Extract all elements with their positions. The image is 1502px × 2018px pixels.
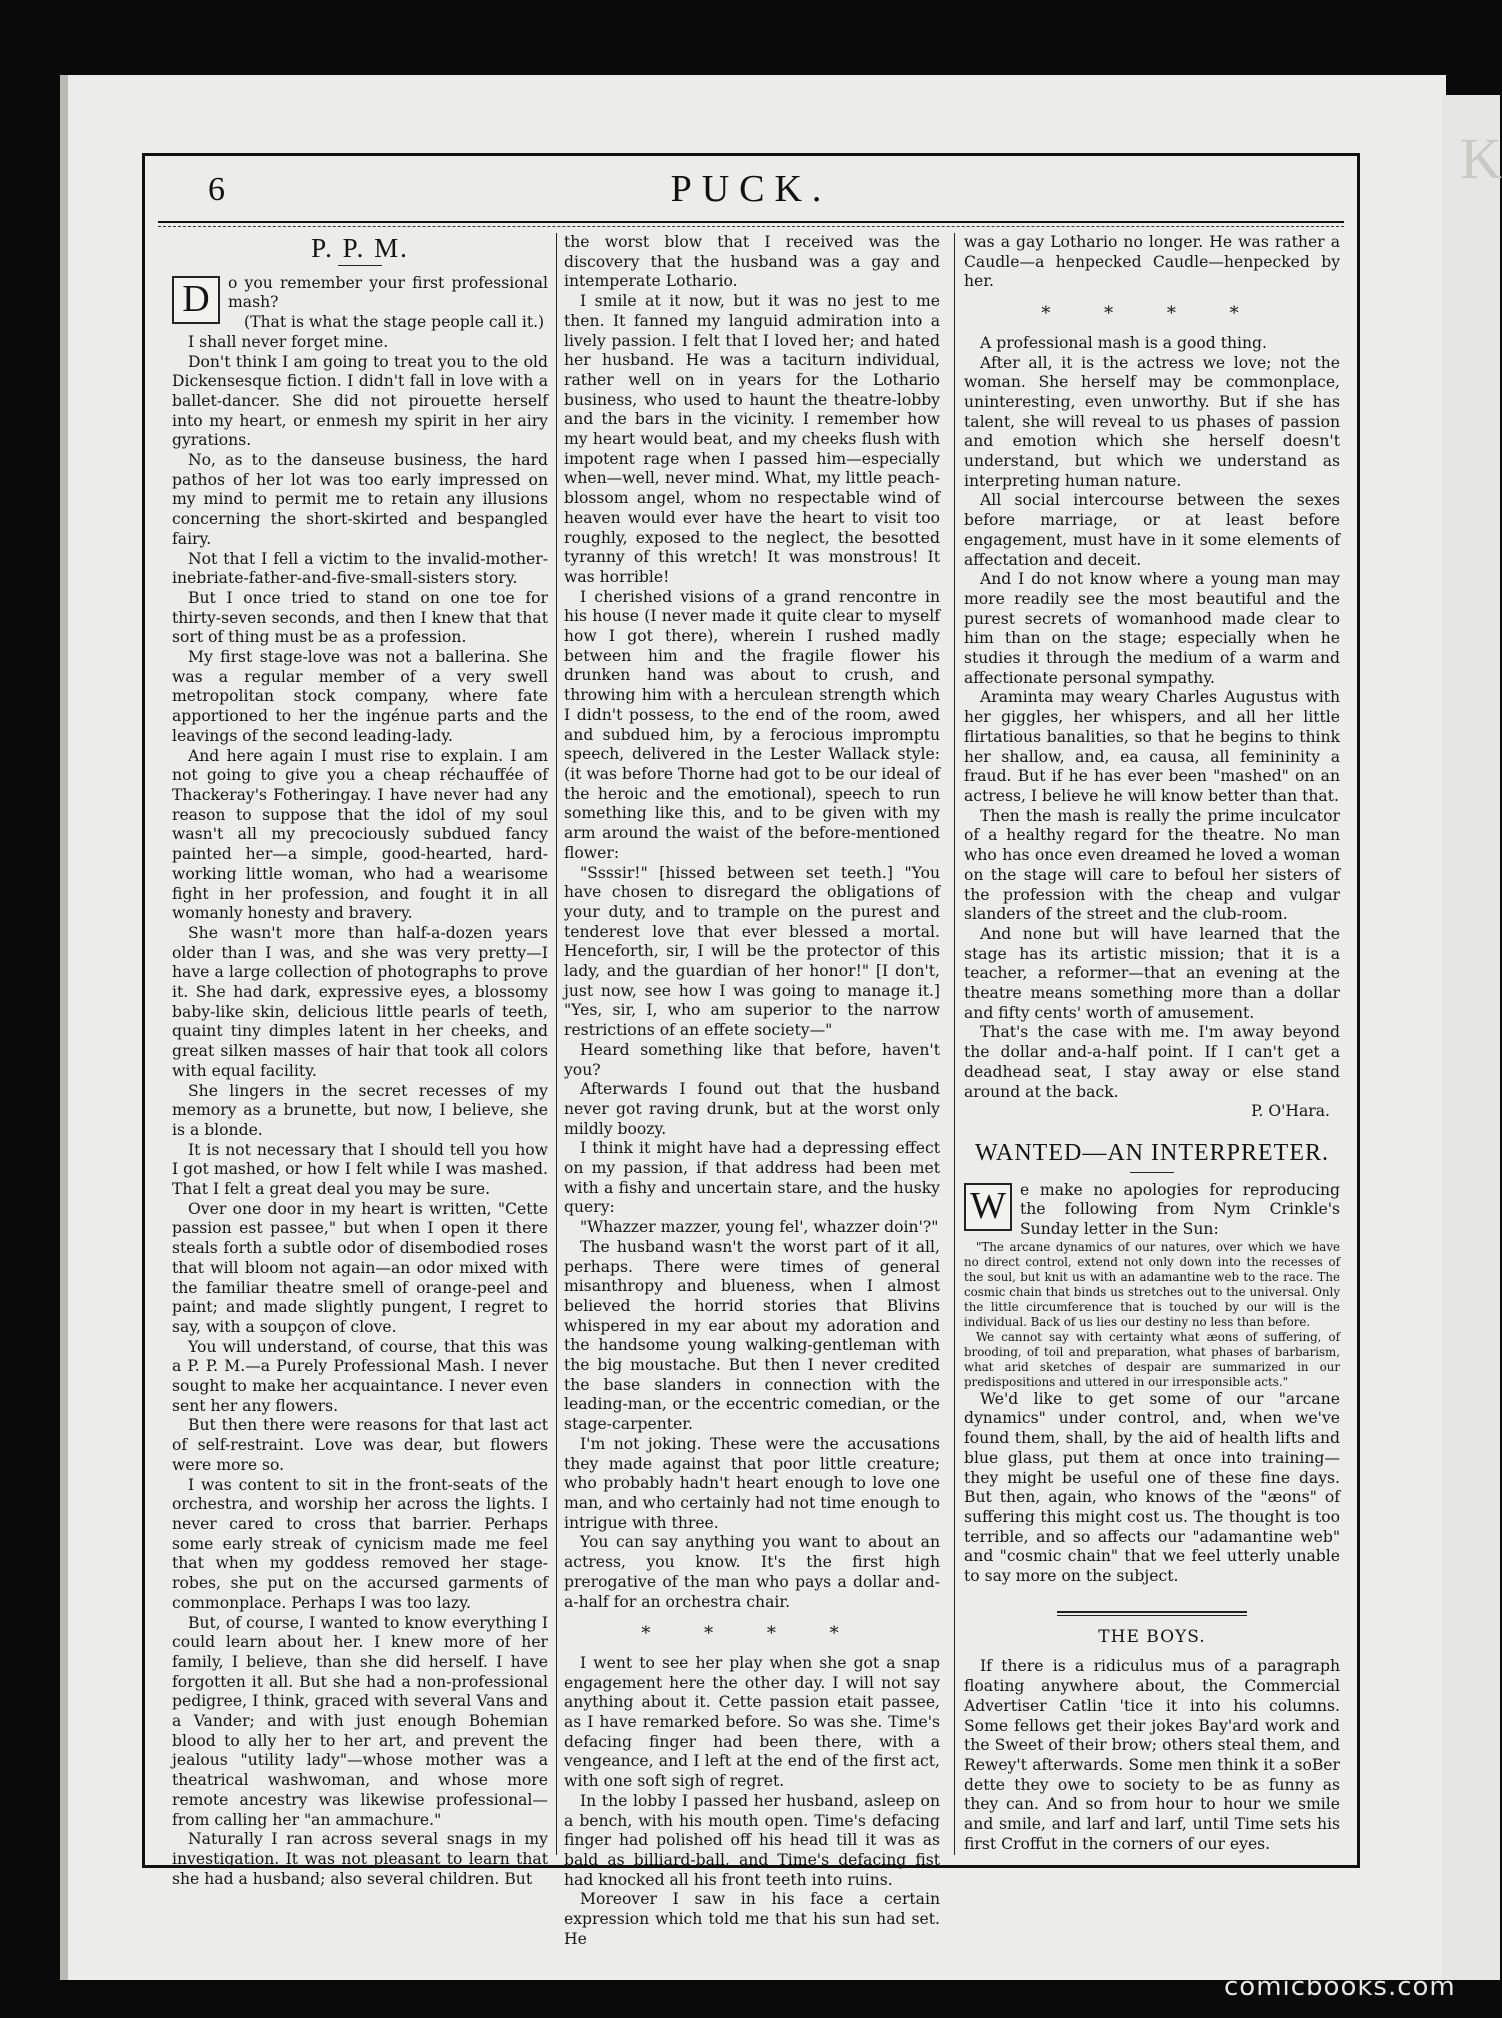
- paragraph: If there is a ridiculus mus of a paragraph floating anywhere about, the Commercial Advertiser Catlin 'tice it into his columns. Some fellows get their jokes Bay'ard work and the Sweet of their brow; others steal them, and Rewey't afterwards. Some men think it a soBer dette they owe to society to be as funny as they can. And so from hour to hour we smile and smile, and larf and larf, until Time sets his first Croffut in the corners of our eyes.: [964, 1657, 1340, 1853]
- paragraph: Then the mash is really the prime inculcator of a healthy regard for the theatre. No man who has once even dreamed he loved a woman on the stage will care to befoul her sisters of the profession with the cheap and vulgar slanders of the street and the club-room.: [964, 806, 1340, 924]
- paragraph: It is not necessary that I should tell you how I got mashed, or how I felt while I was mashed. That I felt a great deal you may be sure.: [172, 1140, 548, 1199]
- paragraph: D o you remember your first professional mash?: [172, 274, 548, 313]
- article-title-boys: THE BOYS.: [1098, 1626, 1206, 1647]
- paragraph: And here again I must rise to explain. I am not going to give you a cheap réchauffée of Thackeray's Fotheringay. I have never had any reason to suppose that the idol of my soul wasn't all my precociously subdued fancy painted her—a simple, good-hearted, hard-working little woman, who had a wearisome fight in her profession, and fought it in all womanly honesty and bravery.: [172, 746, 548, 923]
- column-1: [172, 233, 548, 1888]
- column-3: [964, 233, 1340, 1851]
- paragraph: We cannot say with certainty what æons of suffering, of brooding, of toil and preparation, what phases of barbarism, what arid sketches of despair are summarized in our predispositions and uttered in our irresponsible acts.": [964, 1329, 1340, 1389]
- masthead-title: PUCK.: [670, 168, 832, 210]
- author-signature: P. O'Hara.: [1251, 1102, 1330, 1121]
- paragraph: She wasn't more than half-a-dozen years older than I was, and she was very pretty—I have a large collection of photographs to prove it. She had dark, expressive eyes, a blossomy baby-like skin, delicious little pearls of teeth, quaint tiny dimples latent in her cheeks, and great silken masses of hair that took all colors with equal facility.: [172, 923, 548, 1080]
- paragraph: was a gay Lothario no longer. He was rather a Caudle—a henpecked Caudle—henpecked by her.: [964, 233, 1340, 291]
- page-number: 6: [208, 171, 225, 208]
- quoted-passage: [964, 1240, 1340, 1390]
- paragraph: A professional mash is a good thing.: [980, 333, 1267, 352]
- watermark-text: comicbooks.com: [1224, 1972, 1456, 2002]
- paragraph: In the lobby I passed her husband, asleep on a bench, with his mouth open. Time's defacing finger had polished off his head till it was as bald as billiard-ball, and Time's defacing fist had knocked all his front teeth into ruins.: [564, 1791, 940, 1889]
- paragraph: We'd like to get some of our "arcane dynamics" under control, and, when we've found them, shall, by the aid of health lifts and blue glass, put them at once into training—they might be useful one of these fine days. But then, again, who knows of the "æons" of suffering this might cost us. The thought is too terrible, and so affects our "adamantine web" and "cosmic chain" that we feel utterly unable to say more on the subject.: [964, 1389, 1340, 1586]
- paragraph: "The arcane dynamics of our natures, over which we have no direct control, extend not only down into the recesses of the soul, but knit us with an adamantine web to the race. The cosmic chain that binds us stretches out to the universal. Only the little circumference that is touched by our will is the individual. Back of us lies our destiny no less than before.: [964, 1239, 1340, 1329]
- paragraph: And none but will have learned that the stage has its artistic mission; that it is a teacher, a reformer—that an evening at the theatre means something more than a dollar and fifty cents' worth of amusement.: [964, 924, 1340, 1022]
- article-title-interpreter: WANTED—AN INTERPRETER.: [975, 1139, 1329, 1166]
- paragraph: My first stage-love was not a ballerina. She was a regular member of a very swell metropolitan stock company, where fate apportioned to her the ingénue parts and the leavings of the second leading-lady.: [172, 648, 548, 745]
- paragraph: W e make no apologies for reproducing the following from Nym Crinkle's Sunday letter in the Sun:: [964, 1181, 1340, 1240]
- paragraph: The husband wasn't the worst part of it all, perhaps. There were times of general misanthropy and blueness, when I almost believed the horrid stories that Blivins whispered in my ear about my adoration and the handsome young walking-gentleman with the big moustache. But then I never credited the base slanders in connection with the leading-man, or the eccentric comedian, or the stage-carpenter.: [564, 1237, 940, 1434]
- paragraph: the worst blow that I received was the discovery that the husband was a gay and intemperate Lothario.: [564, 233, 940, 291]
- paragraph: Araminta may weary Charles Augustus with her giggles, her whispers, and all her little flirtatious banalities, so that he begins to think her shallow, and, ea causa, all femininity a fraud. But if he has ever been "mashed" on an actress, I believe he will know better than that.: [964, 688, 1340, 805]
- paragraph: Naturally I ran across several snags in my investigation. It was not pleasant to learn that she had a husband; also several children. But: [172, 1830, 548, 1888]
- paragraph: (That is what the stage people call it.): [244, 313, 545, 332]
- column-divider-2: [954, 233, 955, 1855]
- paragraph: After all, it is the actress we love; not the woman. She herself may be commonplace, uninteresting, even unworthy. But if she has talent, she will reveal to us phases of passion and emotion which she herself doesn't understand, but which we understand as interpreting human nature.: [964, 353, 1340, 490]
- page-content: [142, 163, 1360, 1948]
- adjacent-page-edge: K: [1442, 95, 1500, 1980]
- paragraph: Heard something like that before, haven't you?: [564, 1040, 940, 1079]
- paragraph: All social intercourse between the sexes before marriage, or at least before engagement, must have in it some elements of affectation and deceit.: [964, 491, 1340, 569]
- paragraph: I went to see her play when she got a snap engagement here the other day. I will not say anything about it. Cette passion etait passee, as I have remarked before. So was she. Time's defacing finger had been there, with a vengeance, and I left at the end of the first act, with one soft sigh of regret.: [564, 1653, 940, 1791]
- section-rule: [1057, 1611, 1247, 1616]
- paragraph: I think it might have had a depressing effect on my passion, if that address had been met with a fishy and uncertain stare, and the husky query:: [564, 1139, 940, 1217]
- header-rule-dashed: [158, 226, 1344, 227]
- paragraph: "Whazzer mazzer, young fel', whazzer doin'?": [580, 1218, 939, 1237]
- paragraph: I was content to sit in the front-seats of the orchestra, and worship her across the lights. I never cared to cross that barrier. Perhaps some early streak of cynicism made me feel that when my goddess removed her stage-robes, she put on the accursed garments of commonplace. Perhaps I was too lazy.: [172, 1475, 548, 1612]
- section-break-stars: * * * *: [1041, 303, 1263, 325]
- paragraph: But, of course, I wanted to know everything I could learn about her. I knew more of her family, I believe, than she did herself. I have forgotten it all. But she had a non-professional pedigree, I think, graced with several Vans and a Vander; and with just enough Bohemian blood to ally her to her art, and prevent the jealous "utility lady"—whose mother was a theatrical washwoman, and whose more remote ancestry was likewise professional—from calling her "an ammachure.": [172, 1613, 548, 1829]
- paragraph: I smile at it now, but it was no jest to me then. It fanned my languid admiration into a lively passion. I felt that I loved her; and hated her husband. He was a taciturn individual, rather well on in years for the Lothario business, who used to haunt the theatre-lobby and the bars in the vicinity. I remember how my heart would beat, and my cheeks flush with impotent rage when I passed him—especially when—well, never mind. What, my little peach-blossom angel, whom no respectable wind of heaven would ever have the heart to visit too roughly, exposed to the neglect, the besotted tyranny of this wretch! It was monstrous! It was horrible!: [564, 292, 940, 586]
- article-title-ppm: P. P. M.: [311, 233, 409, 263]
- paragraph: You will understand, of course, that this was a P. P. M.—a Purely Professional Mash. I never sought to make her acquaintance. I never even sent her any flowers.: [172, 1337, 548, 1415]
- paragraph: That's the case with me. I'm away beyond the dollar and-a-half point. If I can't get a deadhead seat, I stay away or else stand around at the back.: [964, 1023, 1340, 1101]
- paragraph: But then there were reasons for that last act of self-restraint. Love was dear, but flowers were more so.: [172, 1416, 548, 1474]
- title-rule: [1130, 1172, 1174, 1173]
- header-rule: [158, 221, 1344, 223]
- paragraph: No, as to the danseuse business, the hard pathos of her lot was too early impressed on my mind to permit me to retain any illusions concerning the short-skirted and bespangled fairy.: [172, 451, 548, 548]
- paragraph: Moreover I saw in his face a certain expression which told me that his sun had set. He: [564, 1890, 940, 1948]
- paragraph: And I do not know where a young man may more readily see the most beautiful and the purest secrets of womanhood made clear to him than on the stage; especially when he studies it through the medium of a warm and affectionate personal sympathy.: [964, 570, 1340, 687]
- paragraph: You can say anything you want to about an actress, you know. It's the first high prerogative of the man who pays a dollar and-a-half for an orchestra chair.: [564, 1533, 940, 1611]
- section-break-stars: * * * *: [641, 1623, 863, 1645]
- paragraph: But I once tried to stand on one toe for thirty-seven seconds, and then I knew that that sort of thing must be as a profession.: [172, 588, 548, 647]
- paragraph: Over one door in my heart is written, "Cette passion est passee," but when I open it there steals forth a subtle odor of disembodied roses that will bloom not again—an odor mixed with the familiar theatre smell of orange-peel and paint; and made slightly pungent, I regret to say, with a soupçon of clove.: [172, 1199, 548, 1336]
- column-divider-1: [556, 233, 557, 1855]
- paragraph: Not that I fell a victim to the invalid-mother-inebriate-father-and-five-small-sisters story.: [172, 549, 548, 588]
- column-2: [564, 233, 940, 1948]
- paragraph: I'm not joking. These were the accusations they made against that poor little creature; who probably hadn't heart enough to love one man, and who certainly had not time enough to intrigue with three.: [564, 1434, 940, 1532]
- title-rule: [338, 265, 382, 266]
- drop-cap: W: [964, 1183, 1012, 1231]
- paragraph: Afterwards I found out that the husband never got raving drunk, but at the worst only mildly boozy.: [564, 1080, 940, 1138]
- drop-cap: D: [172, 276, 220, 324]
- paragraph: She lingers in the secret recesses of my memory as a brunette, but now, I believe, she is a blonde.: [172, 1081, 548, 1139]
- paragraph: I cherished visions of a grand rencontre in his house (I never made it quite clear to myself how I got there), wherein I rushed madly between him and the fragile flower his drunken hand was about to crush, and throwing him with a herculean strength which I didn't possess, to the end of the room, awed and subdued him, by a ferocious impromptu speech, delivered in the Lester Wallack style: (it was before Thorne had got to be our ideal of the heroic and the emotional), speech to run something like this, and to be given with my arm around the waist of the before-mentioned flower:: [564, 587, 940, 862]
- paragraph: Don't think I am going to treat you to the old Dickensesque fiction. I didn't fall in love with a ballet-dancer. She did not pirouette herself into my heart, or enmesh my spirit in her airy gyrations.: [172, 352, 548, 450]
- paragraph: I shall never forget mine.: [188, 332, 389, 351]
- paragraph: "Ssssir!" [hissed between set teeth.] "You have chosen to disregard the obligations of your duty, and to trample on the purest and tenderest love that ever blessed a mortal. Henceforth, sir, I will be the protector of this lady, and the guardian of her honor!" [I don't, just now, see how I was going to manage it.] "Yes, sir, I, who am superior to the narrow restrictions of an effete society—": [564, 863, 940, 1040]
